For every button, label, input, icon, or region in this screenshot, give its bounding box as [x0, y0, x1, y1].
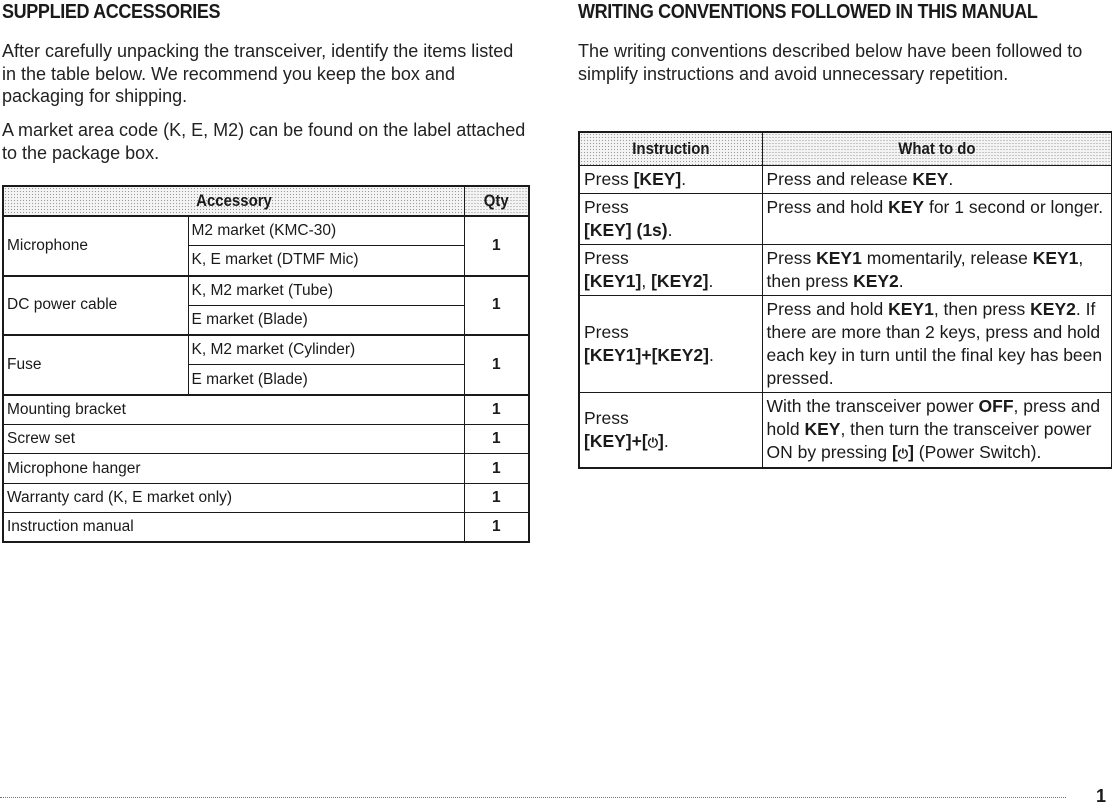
table-row: [3, 335, 529, 365]
accessory-name: Mounting bracket: [3, 395, 464, 425]
instruction-cell: Press [KEY1]+[KEY2].: [579, 296, 762, 393]
accessory-name: Microphone: [3, 216, 188, 276]
accessory-variant: E market (Blade): [188, 365, 464, 395]
footer-divider: [0, 797, 1066, 798]
accessory-name: Instruction manual: [3, 512, 464, 542]
action-cell: Press and release KEY.: [762, 166, 1112, 194]
accessory-variant: K, M2 market (Tube): [188, 276, 464, 306]
supplied-accessories-section: [2, 0, 528, 536]
accessory-qty: 1: [464, 276, 529, 336]
intro-paragraph: After carefully unpacking the transceiver, identify the items listed in the table below. We recommend you keep the box and packaging for shipping.: [2, 41, 514, 106]
section-title: WRITING CONVENTIONS FOLLOWED IN THIS MANUAL: [578, 1, 1038, 23]
table-row: [579, 245, 1112, 296]
page-number: 1: [1095, 786, 1106, 806]
table-row: [3, 216, 529, 246]
accessory-variant: E market (Blade): [188, 305, 464, 335]
instruction-cell: Press [KEY1], [KEY2].: [579, 245, 762, 296]
action-cell: With the transceiver power OFF, press and hold KEY, then turn the transceiver power ON by pressing [⏻] (Power Switch).: [762, 393, 1112, 469]
table-row: [3, 454, 529, 483]
accessory-qty: 1: [464, 483, 529, 512]
table-header: [579, 132, 1112, 166]
accessory-qty: 1: [464, 216, 529, 276]
action-cell: Press and hold KEY1, then press KEY2. If there are more than 2 keys, press and hold each key in turn until the final key has been pressed.: [762, 296, 1112, 393]
table-header: [3, 186, 529, 216]
accessory-name: Warranty card (K, E market only): [3, 483, 464, 512]
conventions-intro-paragraph: The writing conventions described below have been followed to simplify instructions and avoid unnecessary repetition.: [578, 41, 1083, 84]
accessory-qty: 1: [464, 395, 529, 425]
accessory-variant: K, M2 market (Cylinder): [188, 335, 464, 365]
table-row: [579, 166, 1112, 194]
table-row: [3, 395, 529, 425]
power-icon: ⏻: [647, 434, 658, 450]
market-code-paragraph: A market area code (K, E, M2) can be found on the label attached to the package box.: [2, 120, 526, 163]
accessory-variant: M2 market (KMC-30): [188, 216, 464, 246]
qty-column-header: Qty: [464, 186, 529, 216]
action-cell: Press KEY1 momentarily, release KEY1, then press KEY2.: [762, 245, 1112, 296]
accessory-name: Fuse: [3, 335, 188, 395]
table-row: [3, 483, 529, 512]
accessories-table: [2, 185, 530, 543]
accessory-qty: 1: [464, 454, 529, 483]
instruction-cell: Press [KEY].: [579, 166, 762, 194]
power-icon: ⏻: [897, 446, 909, 461]
instruction-cell: Press [KEY]+[⏻].: [579, 393, 762, 469]
instruction-cell: Press [KEY] (1s).: [579, 194, 762, 245]
table-row: [3, 425, 529, 454]
table-row: [579, 296, 1112, 393]
section-title: SUPPLIED ACCESSORIES: [2, 1, 221, 23]
accessory-name: DC power cable: [3, 276, 188, 336]
writing-conventions-section: [578, 0, 1111, 462]
accessory-qty: 1: [464, 335, 529, 395]
table-row: [579, 194, 1112, 245]
action-cell: Press and hold KEY for 1 second or longer.: [762, 194, 1112, 245]
table-row: [579, 393, 1112, 469]
table-row: [3, 276, 529, 306]
accessory-qty: 1: [464, 425, 529, 454]
accessory-qty: 1: [464, 512, 529, 542]
conventions-table: [578, 131, 1112, 469]
table-row: [3, 512, 529, 542]
accessory-variant: K, E market (DTMF Mic): [188, 246, 464, 276]
accessory-name: Screw set: [3, 425, 464, 454]
accessory-name: Microphone hanger: [3, 454, 464, 483]
accessory-column-header: Accessory: [3, 186, 464, 216]
what-to-do-column-header: What to do: [762, 132, 1112, 166]
instruction-column-header: Instruction: [579, 132, 762, 166]
